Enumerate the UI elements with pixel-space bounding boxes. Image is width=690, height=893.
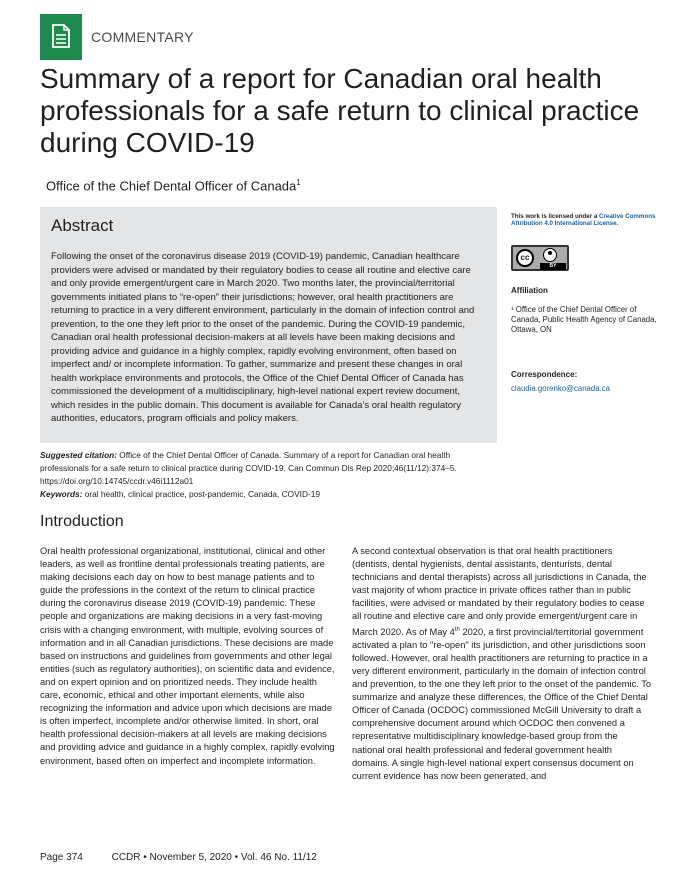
article-title: Summary of a report for Canadian oral health professionals for a safe return to clinical practice during COVID-19 xyxy=(40,63,640,158)
section-label: COMMENTARY xyxy=(91,29,194,45)
license-notice xyxy=(511,213,661,228)
commentary-badge xyxy=(40,14,82,60)
page-footer xyxy=(40,852,343,863)
affiliation-text: ¹ Office of the Chief Dental Officer of Canada, Public Health Agency of Canada, Ottawa, ON xyxy=(511,305,657,334)
abstract-text: Following the onset of the coronavirus disease 2019 (COVID-19) pandemic, Canadian healthcare providers were advised or mandated by their regulatory bodies to cease all routine and elective care and only provide emergent/urgent care in March 2020. Two months later, the provincial/territorial governments initiated plans to “re-open” their jurisdictions; however, oral health practitioners are returning to practice in a very different environment, particularly in the domain of infection control and prevention, to the one they left prior to the onset of the pandemic. During the COVID-19 pandemic, Canadian oral health professional decision-makers at all levels have been making decisions and providing advice and guidance in a highly complex, rapidly evolving environment, often based on imperfect and/ or incomplete information. To gather, summarize and present these changes in oral health workplace environments and protocols, the Office of the Chief Dental Officer of Canada has commissioned the development of a multidisciplinary, high-level national expert review document, which resides in the public domain. This document is available for Canada’s oral health regulatory authorities, educators, program officials and policy makers. xyxy=(51,251,475,424)
keywords-text: oral health, clinical practice, post-pandemic, Canada, COVID-19 xyxy=(84,489,320,499)
by-label: BY xyxy=(540,263,566,270)
introduction-column-right xyxy=(352,545,652,783)
journal-info: CCDR • November 5, 2020 • Vol. 46 No. 11/12 xyxy=(111,852,317,863)
citation-text: Office of the Chief Dental Officer of Canada. Summary of a report for Canadian oral health professionals for a safe return to clinical practice during COVID-19. Can Commun Dis Rep 2020;46(11/12):374–5. https://doi.org/10.14745/ccdr.v46i1112a01 xyxy=(40,450,457,486)
affiliation-heading: Affiliation xyxy=(511,286,548,295)
correspondence-heading: Correspondence: xyxy=(511,370,578,379)
citation-label: Suggested citation: xyxy=(40,450,117,460)
correspondence-email-link[interactable]: claudia.gorenko@canada.ca xyxy=(511,384,610,393)
author-line xyxy=(46,178,301,193)
correspondence-email[interactable] xyxy=(511,384,661,394)
attribution-icon xyxy=(543,248,557,262)
author-affiliation-marker: 1 xyxy=(296,178,301,187)
document-icon xyxy=(52,24,70,48)
keywords-label: Keywords: xyxy=(40,489,83,499)
introduction-heading: Introduction xyxy=(40,513,124,530)
intro-right-superscript: th xyxy=(454,626,460,633)
license-link[interactable]: Creative Commons Attribution 4.0 International License. xyxy=(511,213,656,228)
cc-by-badge[interactable] xyxy=(511,245,569,271)
cc-icon: cc xyxy=(516,249,534,267)
abstract-heading: Abstract xyxy=(51,216,114,235)
page-number: Page 374 xyxy=(40,852,83,863)
license-prefix: This work is licensed under a xyxy=(511,213,598,220)
citation-block xyxy=(40,449,500,501)
intro-right-part-b: 2020, a first provincial/territorial government activated a plan to "re-open" its jurisdiction, and other jurisdictions soon followed. However, oral health practitioners are returning to practice in a very different environment, particularly in the domain of infection control and prevention, to the one they left prior to the onset of the pandemic. To summarize and analyze these differences, the Office of the Chief Dental Officer of Canada (OCDOC) commissioned McGill University to draft a comprehensive document around which OCDOC then convened a representative multidisciplinary knowledge-based group from the national oral health professional and federal government health domains. A single high-level national expert consensus document on current evidence has now been generated, and xyxy=(352,626,652,781)
intro-right-part-a: A second contextual observation is that oral health practitioners (dentists, dental hygienists, dental assistants, denturists, dental technicians and dental therapists) across all jurisdictions in Canada, the vast majority of whom practice in private offices rather than in public facilities, were advised or mandated by their regulatory bodies to cease all routine and elective care and only provide emergent/urgent care in March 2020. As of May 4 xyxy=(352,546,647,637)
author-name: Office of the Chief Dental Officer of Canada xyxy=(46,178,297,194)
introduction-column-left: Oral health professional organizational, institutional, clinical and other leaders, as well as frontline dental professionals treating patients, are making decisions each day on how to best manage patients and to guide the professions in the context of the return to clinical practice during the coronavirus disease 2019 (COVID-19) pandemic. These people and organizations are making decisions in a very fast-moving crisis with a changing environment, with multiple, evolving sources of information and in all Canadian jurisdictions. These decisions are made based on instructions and guidelines from governments and other legal entities (such as regulatory authorities), on scientific data and evidence, and on expert opinion and on prioritized needs. They include health care, economic, ethical and other important elements, while also recognizing the information and advice upon which decisions are made is often imperfect, incomplete and/or otherwise limited. In short, oral health professional decision-makers at all levels are making decisions and providing advice and guidance in a highly complex, rapidly evolving environment, based often on imperfect and incomplete information. xyxy=(40,546,335,766)
abstract-box xyxy=(40,207,497,443)
